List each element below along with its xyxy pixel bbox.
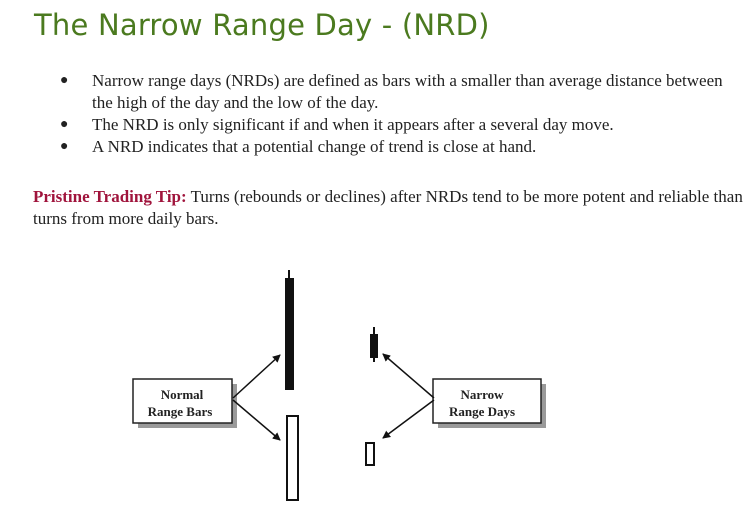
bullet-icon: ● bbox=[60, 117, 69, 132]
arrow-up-right bbox=[383, 354, 434, 398]
black-narrow-bar bbox=[370, 334, 378, 358]
bullet-text: The NRD is only significant if and when it appears after a several day move. bbox=[92, 115, 614, 134]
bullet-icon: ● bbox=[60, 139, 69, 154]
left-label-box bbox=[133, 379, 237, 428]
normal-range-bars bbox=[285, 270, 298, 500]
box-label-line2: Range Bars bbox=[147, 404, 213, 419]
list-item bbox=[58, 136, 738, 158]
arrow-up-left bbox=[233, 355, 280, 398]
arrow-down-right bbox=[383, 400, 434, 438]
definition-list bbox=[58, 70, 738, 158]
list-item bbox=[58, 70, 738, 114]
box-label-line1: Normal bbox=[160, 387, 204, 402]
arrow-down-left bbox=[233, 400, 280, 440]
bullet-text: A NRD indicates that a potential change of trend is close at hand. bbox=[92, 137, 537, 156]
tip-text: Turns (rebounds or declines) after NRDs tend to be more potent and reliable than turns from more daily bars. bbox=[33, 187, 743, 228]
tip-label: Pristine Trading Tip: bbox=[33, 187, 187, 206]
narrow-range-bars bbox=[366, 327, 378, 465]
bullet-icon: ● bbox=[60, 73, 69, 88]
trading-tip bbox=[33, 186, 745, 230]
page-title: The Narrow Range Day - (NRD) bbox=[34, 8, 490, 42]
white-range-bar bbox=[287, 416, 298, 500]
nrd-diagram bbox=[0, 250, 749, 526]
right-label-box bbox=[433, 379, 546, 428]
black-range-bar bbox=[285, 278, 294, 390]
box-label-line2: Range Days bbox=[448, 404, 516, 419]
bullet-text: Narrow range days (NRDs) are defined as bars with a smaller than average distance between the high of the day and the low of the day. bbox=[92, 71, 723, 112]
box-label-line1: Narrow bbox=[460, 387, 504, 402]
list-item bbox=[58, 114, 738, 136]
white-narrow-bar bbox=[366, 443, 374, 465]
